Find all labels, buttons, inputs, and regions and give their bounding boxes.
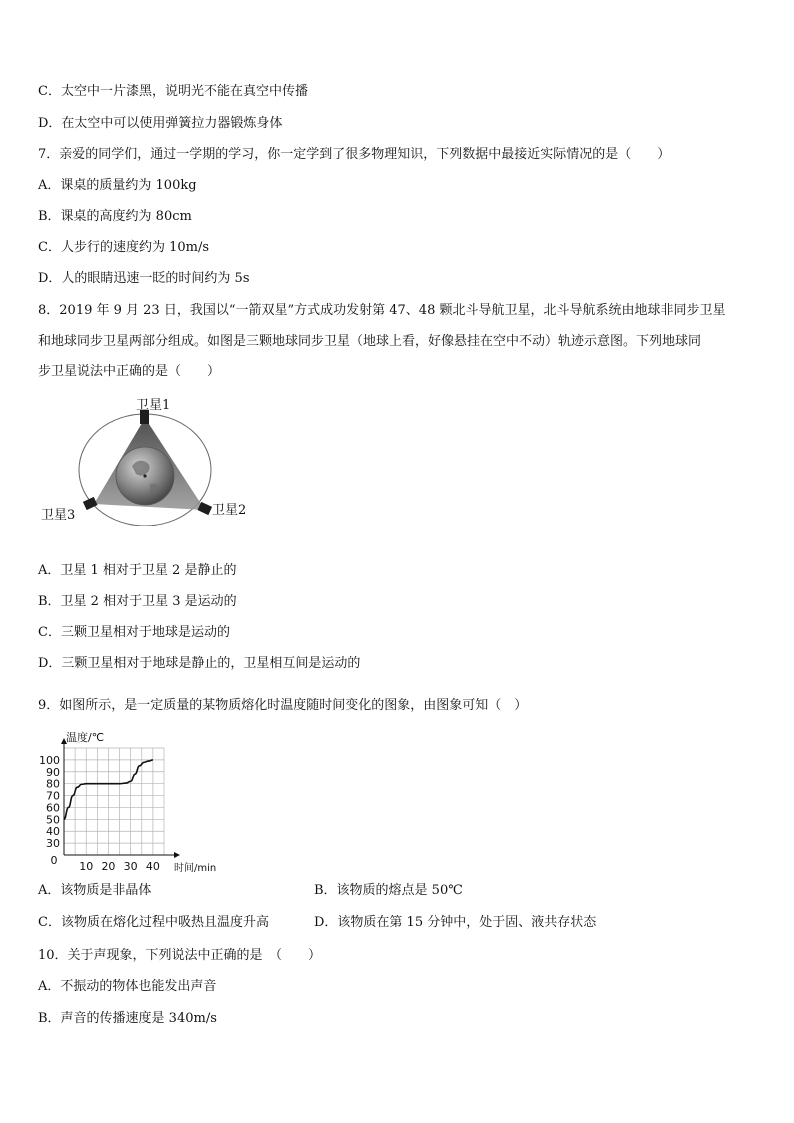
y-tick-label: 50: [46, 813, 60, 827]
q7-option-b: B．课桌的高度约为 80cm: [38, 209, 192, 224]
q8-option-b: B．卫星 2 相对于卫星 3 是运动的: [38, 594, 237, 609]
satellite-3-label: 卫星3: [41, 508, 76, 523]
x-tick-label: 40: [145, 860, 160, 873]
q9-option-d: D．该物质在第 15 分钟中，处于固、液共存状态: [314, 915, 597, 930]
q7-option-a: A．课桌的质量约为 100kg: [38, 178, 197, 193]
y-tick-label: 60: [46, 801, 60, 815]
melting-curve-chart: [36, 728, 236, 878]
satellite-2-label: 卫星2: [212, 503, 247, 518]
q9-option-c: C．该物质在熔化过程中吸热且温度升高: [38, 915, 269, 930]
q9-stem: 9．如图所示，是一定质量的某物质熔化时温度随时间变化的图象，由图象可知（ ）: [38, 698, 528, 713]
q8-stem-line-1: 8．2019 年 9 月 23 日，我国以“一箭双星”方式成功发射第 47、48 颗北斗导航卫星，北斗导航系统由地球非同步卫星: [38, 303, 726, 318]
q10-option-b: B．声音的传播速度是 340m/s: [38, 1011, 217, 1026]
x-axis-arrow: [174, 852, 180, 858]
satellite-orbit-figure: [38, 396, 238, 526]
y-tick-label: 40: [46, 825, 60, 839]
q7-option-c: C．人步行的速度约为 10m/s: [38, 240, 209, 255]
q10-stem: 10．关于声现象，下列说法中正确的是 （ ）: [38, 948, 322, 963]
q6-option-c: C．太空中一片漆黑，说明光不能在真空中传播: [38, 84, 308, 99]
y-tick-label: 90: [46, 765, 60, 779]
q10-option-a: A．不振动的物体也能发出声音: [38, 979, 217, 994]
temperature-time-graph: [36, 728, 236, 878]
q9-option-b: B．该物质的熔点是 50℃: [314, 883, 463, 898]
q7-stem: 7．亲爱的同学们，通过一学期的学习，你一定学到了很多物理知识，下列数据中最接近实际情况的是（ ）: [38, 147, 671, 162]
earth-center-dot: [143, 474, 146, 477]
y-tick-label: 100: [39, 753, 60, 767]
q8-stem-line-2: 和地球同步卫星两部分组成。如图是三颗地球同步卫星（地球上看，好像悬挂在空中不动）轨迹示意图。下列地球同: [38, 334, 702, 349]
satellite-orbit-diagram: [38, 396, 238, 526]
q8-option-c: C．三颗卫星相对于地球是运动的: [38, 625, 230, 640]
satellite-3-body: [83, 497, 98, 510]
q8-option-d: D．三颗卫星相对于地球是静止的，卫星相互间是运动的: [38, 656, 361, 671]
q8-option-a: A．卫星 1 相对于卫星 2 是静止的: [38, 563, 237, 578]
q8-stem-line-3: 步卫星说法中正确的是（ ）: [38, 364, 221, 379]
y-tick-label: 70: [46, 789, 60, 803]
x-tick-label: 10: [79, 860, 94, 873]
q6-option-d: D．在太空中可以使用弹簧拉力器锻炼身体: [38, 116, 283, 131]
x-axis-label: 时间/min: [174, 863, 217, 874]
y-tick-label: 80: [46, 777, 60, 791]
y-axis-label: 温度/℃: [66, 731, 105, 744]
satellite-1-label: 卫星1: [136, 398, 171, 413]
q7-option-d: D．人的眼睛迅速一眨的时间约为 5s: [38, 271, 250, 286]
x-tick-label: 20: [101, 860, 116, 873]
q9-option-a: A．该物质是非晶体: [38, 883, 152, 898]
x-tick-label: 30: [123, 860, 138, 873]
y-tick-label: 30: [46, 837, 60, 851]
origin-label: 0: [50, 854, 58, 867]
